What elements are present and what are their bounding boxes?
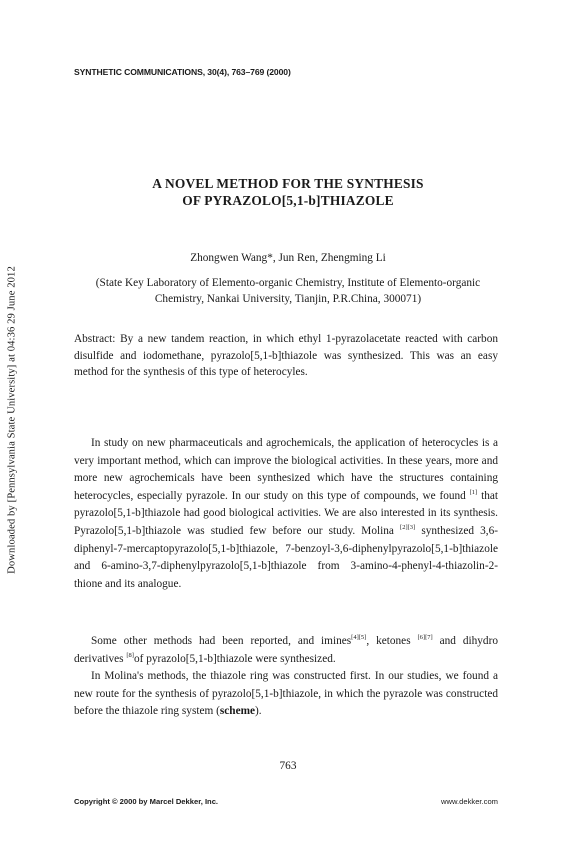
body-text: , ketones	[366, 635, 411, 647]
article-title-line-2: OF PYRAZOLO[5,1-b]THIAZOLE	[182, 193, 394, 208]
citation-ref: [8]	[126, 651, 134, 659]
citation-ref: [1]	[469, 488, 478, 496]
publisher-url: www.dekker.com	[441, 797, 498, 806]
body-paragraph-2	[74, 633, 498, 668]
copyright-notice: Copyright © 2000 by Marcel Dekker, Inc.	[74, 797, 219, 806]
scheme-reference: scheme	[219, 705, 256, 718]
body-text: Some other methods had been reported, and imines	[91, 635, 352, 647]
author-list: Zhongwen Wang*, Jun Ren, Zhengming Li	[190, 252, 386, 264]
body-paragraph-3	[74, 668, 498, 721]
citation-ref: [2][3]	[400, 523, 416, 531]
body-text: In study on new pharmaceuticals and agrochemicals, the application of heterocycles is a very important method, which can improve the biological activities. In these years, more and more new agrochemicals have been synthesized which have the structures containing heterocycles, especially pyrazole. In our study on this type of compounds, we found	[74, 437, 498, 502]
journal-header: SYNTHETIC COMMUNICATIONS, 30(4), 763–769 (2000)	[74, 67, 291, 77]
citation-ref: [6][7]	[417, 634, 433, 641]
download-stamp-text: Downloaded by [Pennsylvania State University] at 04:36 29 June 2012	[6, 266, 18, 574]
body-paragraph-1	[74, 435, 498, 593]
body-text: of pyrazolo[5,1-b]thiazole were synthesized.	[133, 652, 336, 665]
download-stamp	[2, 220, 22, 620]
page-number: 763	[279, 760, 297, 772]
affiliation: (State Key Laboratory of Elemento-organic Chemistry, Institute of Elemento-organic Chemistry, Nankai University, Tianjin, P.R.China, 300071)	[95, 277, 481, 305]
body-text: synthesized 3,6-diphenyl-7-mercaptopyrazolo[5,1-b]thiazole, 7-benzoyl-3,6-diphenylpyrazolo[5,1-b]thiazole and 6-amino-3,7-diphenylpyrazolo[5,1-b]thiazole from 3-amino-4-phenyl-4-thiazolin-2-thione and its analogue.	[74, 524, 499, 590]
citation-ref: [4][5]	[351, 634, 367, 641]
body-text: ).	[255, 705, 262, 718]
body-text: and dihydro derivatives	[74, 635, 498, 665]
body-text: that pyrazolo[5,1-b]thiazole had good biological activities. We are also interested in its synthesis. Pyrazolo[5,1-b]thiazole was studied few before our study. Molina	[74, 489, 499, 537]
body-text: In Molina's methods, the thiazole ring was constructed first. In our studies, we found a new route for the synthesis of pyrazolo[5,1-b]thiazole, in which the pyrazole was constructed before the thiazole ring system (	[74, 670, 498, 718]
article-title-line-1: A NOVEL METHOD FOR THE SYNTHESIS	[152, 176, 424, 191]
abstract: Abstract: By a new tandem reaction, in which ethyl 1-pyrazolacetate reacted with carbon disulfide and iodomethane, pyrazolo[5,1-b]thiazole was synthesized. This was an easy method for the synthesis of this type of heterocyles.	[74, 333, 498, 378]
